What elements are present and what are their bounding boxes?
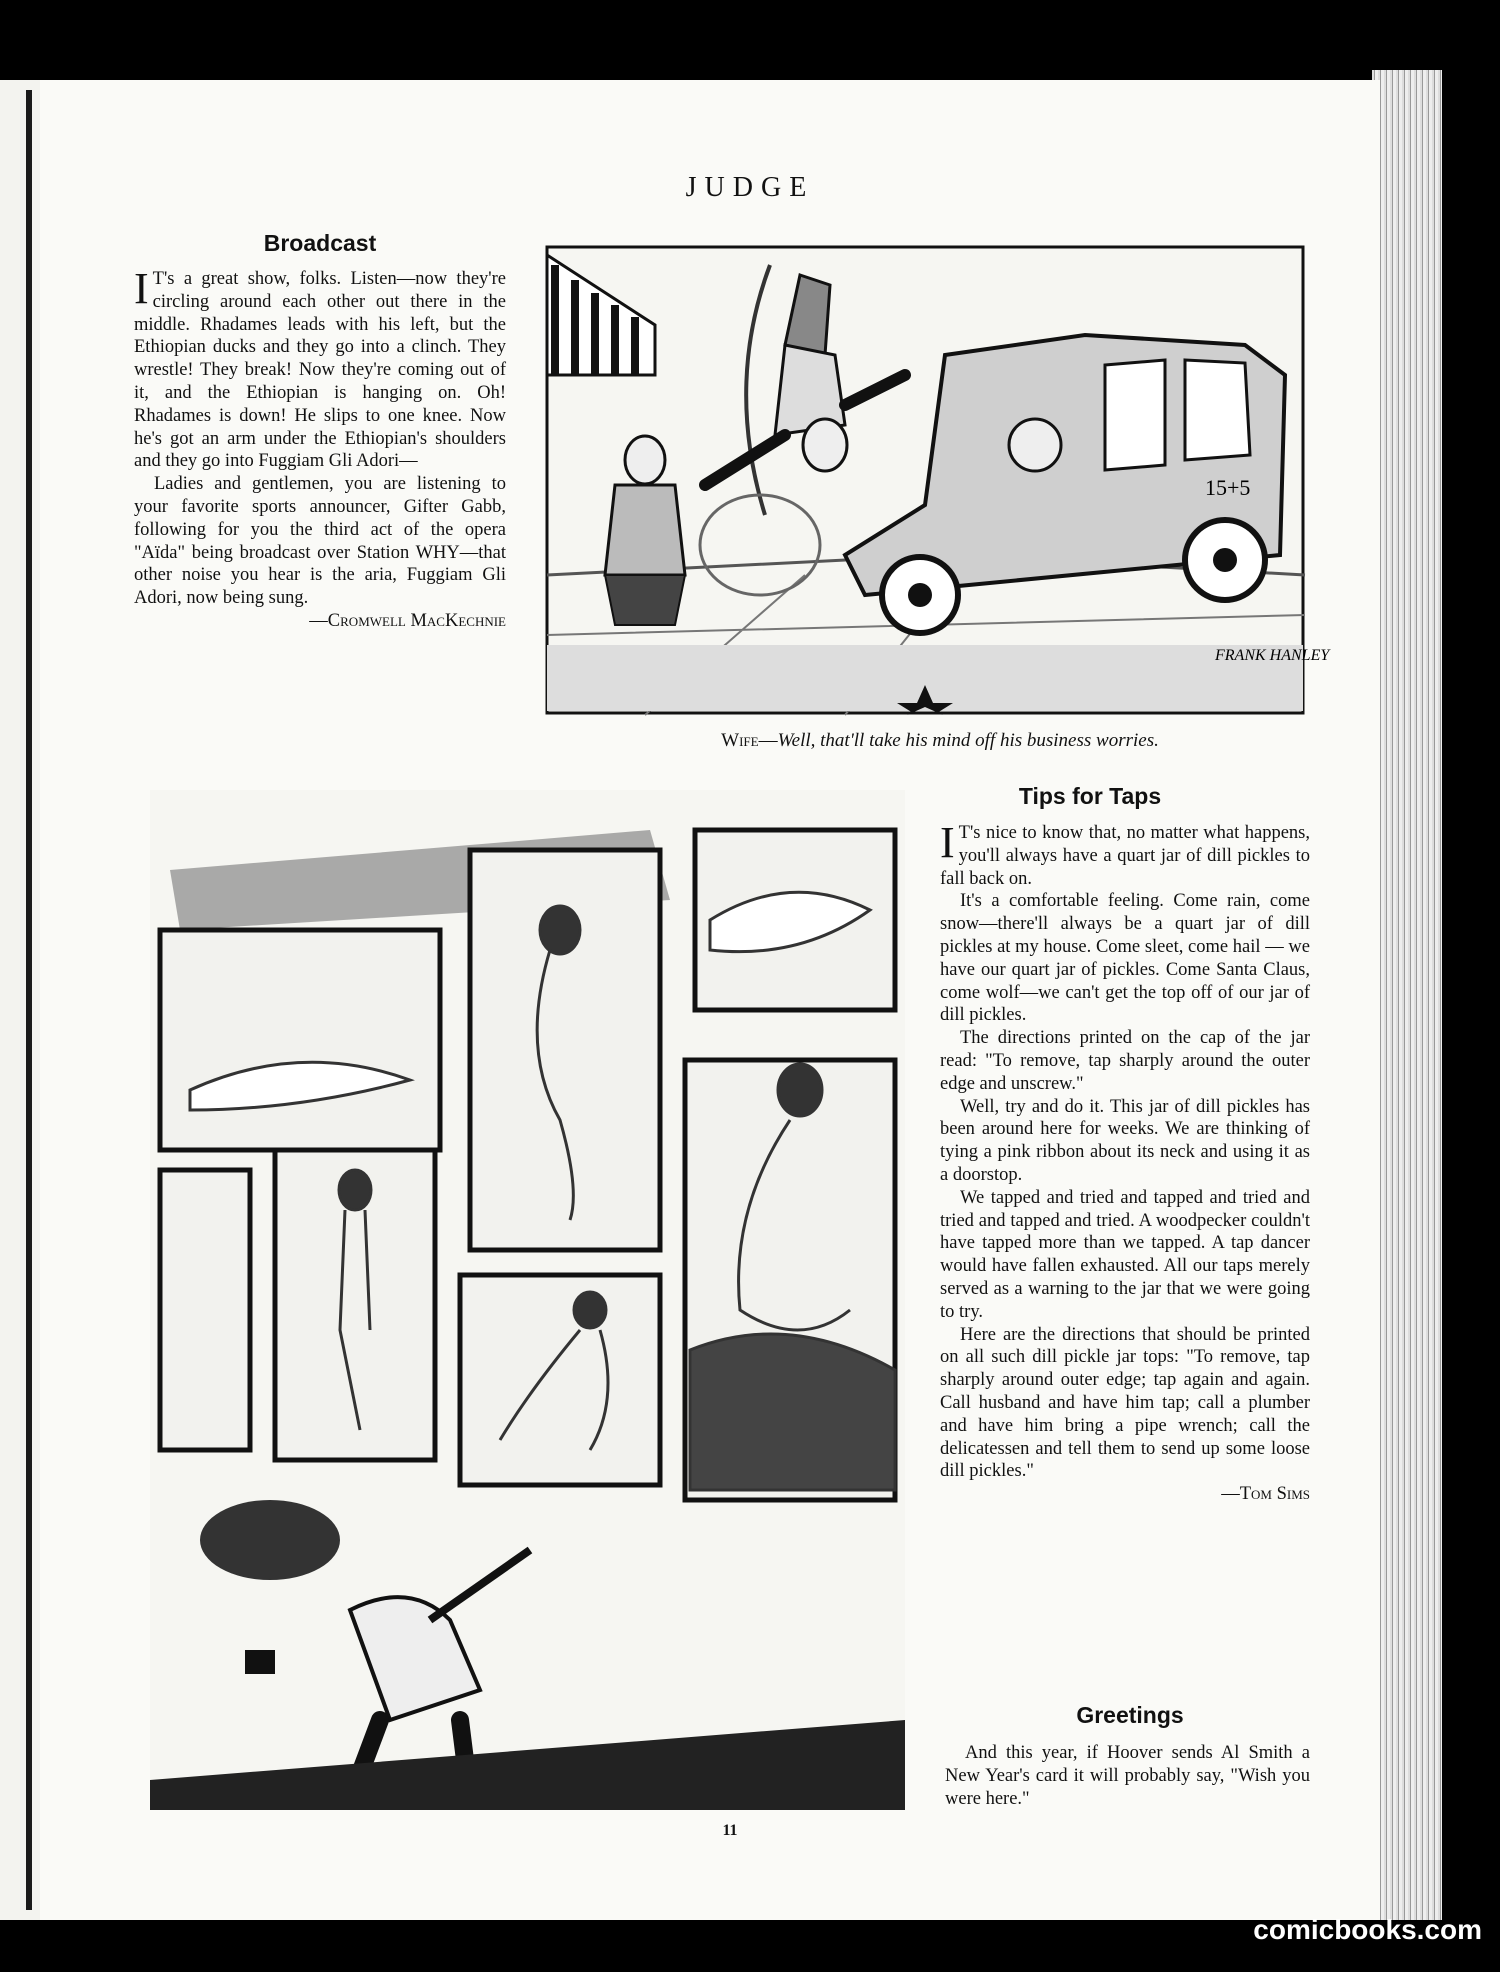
book-pages-edge — [1372, 70, 1442, 1920]
tips-paragraph-3: The directions printed on the cap of the jar read: "To remove, tap sharply around the outer edge and unscrew." — [940, 1028, 1310, 1094]
greetings-text: And this year, if Hoover sends Al Smith a New Year's card it will probably say, "Wish you were here." — [945, 1743, 1310, 1809]
facing-page-edge — [0, 80, 40, 1920]
painting-kneeling-nude — [460, 1275, 660, 1485]
binding-gutter — [26, 90, 32, 1910]
broadcast-article — [134, 264, 506, 633]
painting-reclining-nude — [160, 930, 440, 1150]
tips-paragraph-1-text: T's nice to know that, no matter what happens, you'll always have a quart jar of dill pickles to fall back on. — [940, 823, 1310, 889]
masthead: JUDGE — [685, 172, 815, 203]
car-number-label: 15+5 — [1205, 475, 1251, 500]
broadcast-paragraph-1-text: T's a great show, folks. Listen—now they're circling around each other out there in the middle. Rhadames leads with his left, but the Ethiopian ducks and they go into a clinch. They wrestle! They break! Now they're coming out of it, and the Ethiopian is hanging on. Oh! Rhadames is down! He slips to one knee. Now he's got an arm under the Ethiopian's shoulders and they go into Fuggiam Gli Adori— — [134, 269, 506, 472]
tips-paragraph-1 — [940, 818, 1310, 890]
broadcast-paragraph-2: Ladies and gentlemen, you are listening to your favorite sports announcer, Gifter Gabb, following for you the third act of the opera "Aïda" being broadcast over Station WHY—that other noise you hear is the aria, Fuggiam Gli Adori, now being sung. — [134, 474, 506, 609]
art-gallery-cartoon — [150, 790, 905, 1810]
tips-article — [940, 818, 1310, 1506]
greetings-article — [945, 1742, 1310, 1810]
broadcast-dropcap: I — [134, 264, 149, 313]
greetings-title: Greetings — [1076, 1702, 1184, 1728]
tips-dropcap: I — [940, 818, 955, 867]
tips-paragraph-6: Here are the directions that should be printed on all such dill pickle jar tops: "To remove, tap sharply around outer edge; tap again and again. Call husband and have him tap; call a plumber and have him bring a pipe wrench; call the delicatessen and tell them to send up some loose dill pickles." — [940, 1324, 1310, 1482]
caption-text: Well, that'll take his mind off his business worries. — [777, 730, 1159, 751]
tips-credit: —Tom Sims — [1221, 1484, 1310, 1505]
top-hat-icon — [245, 1650, 275, 1674]
tips-paragraph-5: We tapped and tried and tapped and tried and tried and tapped and tried. A woodpecker couldn't have tapped more than we tapped. A tap dancer would have fallen exhausted. All our taps merely served as a warning to the jar that we were going to try. — [940, 1187, 1310, 1322]
tips-title: Tips for Taps — [1018, 783, 1162, 809]
cartoon-signature: FRANK HANLEY — [1215, 647, 1330, 664]
watermark: comicbooks.com — [1253, 1914, 1482, 1945]
broadcast-credit: —Cromwell MacKechnie — [309, 610, 506, 631]
tips-paragraph-4: Well, try and do it. This jar of dill pickles has been around here for weeks. We are thinking of tying a pink ribbon about its neck and using it as a doorstop. — [940, 1096, 1310, 1185]
broadcast-paragraph-1 — [134, 264, 506, 473]
cartoon-caption — [630, 730, 1250, 752]
painting-left-edge — [160, 1170, 250, 1450]
caption-speaker: Wife— — [721, 730, 778, 751]
page-number: 11 — [722, 1822, 738, 1839]
broadcast-title: Broadcast — [263, 230, 377, 256]
tips-paragraph-2: It's a comfortable feeling. Come rain, come snow—there'll always be a quart jar of dill pickles at my house. Come sleet, come hail — we have our quart jar of pickles. Come Santa Claus, come wolf—we can't get the top off of our jar of dill pickles. — [940, 891, 1310, 1026]
car-accident-cartoon — [545, 245, 1330, 715]
